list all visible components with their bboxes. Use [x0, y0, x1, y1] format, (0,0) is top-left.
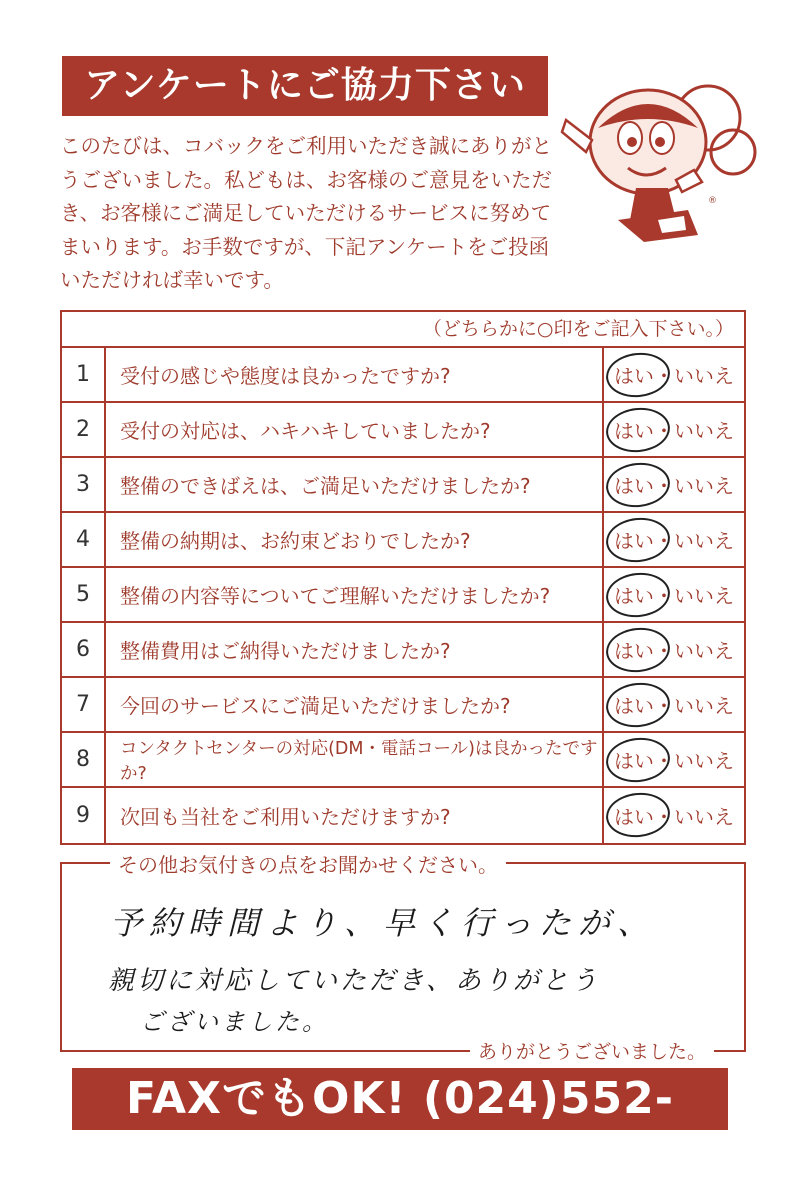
answer-label: はい・いいえ [614, 419, 734, 443]
question-text: 整備のできばえは、ご満足いただけましたか? [120, 474, 531, 498]
thanks-text: ありがとうございました。 [470, 1037, 714, 1064]
circle-mark-icon [604, 680, 672, 730]
circle-mark-icon [604, 570, 672, 620]
answer-choice[interactable] [602, 678, 744, 731]
answer-label: はい・いいえ [614, 474, 734, 498]
question-row [62, 348, 744, 403]
question-number: 4 [62, 513, 106, 566]
question-row [62, 788, 744, 843]
question-number: 6 [62, 623, 106, 676]
question-text: 次回も当社をご利用いただけますか? [120, 805, 451, 829]
circle-mark-icon [604, 460, 672, 510]
question-row [62, 403, 744, 458]
answer-label: はい・いいえ [614, 749, 734, 773]
answer-choice[interactable] [602, 458, 744, 511]
answer-label: はい・いいえ [614, 694, 734, 718]
circle-mark-icon [604, 625, 672, 675]
answer-label: はい・いいえ [614, 584, 734, 608]
answer-label: はい・いいえ [614, 529, 734, 553]
question-text: 受付の対応は、ハキハキしていましたか? [120, 419, 491, 443]
circle-mark-icon [604, 735, 672, 785]
intro-text: このたびは、コバックをご利用いただき誠にありがとうございました。私どもは、お客様のご意見をいただき、お客様にご満足していただけるサービスに努めてまいります。お手数ですが、下記アンケートをご投函いただければ幸いです。 [60, 134, 552, 292]
handwritten-comment-line: ございました。 [140, 1008, 329, 1036]
circle-mark-icon [604, 790, 672, 840]
question-row [62, 458, 744, 513]
question-number: 3 [62, 458, 106, 511]
survey-table [60, 310, 746, 845]
question-text: 整備費用はご納得いただけましたか? [120, 639, 451, 663]
question-row [62, 733, 744, 788]
survey-title: アンケートにご協力下さい [62, 56, 548, 116]
answer-choice[interactable] [602, 403, 744, 456]
handwritten-comment-line: 親切に対応していただき、ありがとう [108, 966, 600, 996]
comments-label: その他お気付きの点をお聞かせください。 [110, 849, 506, 878]
answer-choice[interactable] [602, 568, 744, 621]
question-row [62, 513, 744, 568]
question-number: 1 [62, 348, 106, 401]
table-instruction: （どちらかに○印をご記入下さい。） [62, 312, 744, 348]
circle-mark-icon [604, 515, 672, 565]
question-text: 今回のサービスにご満足いただけましたか? [120, 694, 511, 718]
question-text: 整備の内容等についてご理解いただけましたか? [120, 584, 551, 608]
answer-label: はい・いいえ [614, 805, 734, 829]
comments-box[interactable] [60, 853, 746, 1063]
answer-choice[interactable] [602, 788, 744, 843]
question-number: 8 [62, 733, 106, 786]
handwritten-comment-line: 予約時間より、早く行ったが、 [110, 904, 657, 942]
registered-mark-icon: ® [708, 196, 717, 206]
circle-mark-icon [604, 350, 672, 400]
answer-choice[interactable] [602, 348, 744, 401]
question-row [62, 568, 744, 623]
answer-choice[interactable] [602, 513, 744, 566]
question-number: 7 [62, 678, 106, 731]
question-text: コンタクトセンターの対応(DM・電話コール)は良かったですか? [120, 738, 598, 784]
answer-choice[interactable] [602, 623, 744, 676]
question-number: 5 [62, 568, 106, 621]
question-text: 整備の納期は、お約束どおりでしたか? [120, 529, 471, 553]
circle-mark-icon [604, 405, 672, 455]
question-text: 受付の感じや態度は良かったですか? [120, 364, 451, 388]
question-number: 9 [62, 788, 106, 843]
answer-label: はい・いいえ [614, 639, 734, 663]
question-row [62, 623, 744, 678]
answer-choice[interactable] [602, 733, 744, 786]
mascot-illustration [558, 70, 758, 250]
question-row [62, 678, 744, 733]
fax-banner: FAXでもOK! (024)552-6151 [72, 1068, 728, 1130]
question-number: 2 [62, 403, 106, 456]
answer-label: はい・いいえ [614, 364, 734, 388]
